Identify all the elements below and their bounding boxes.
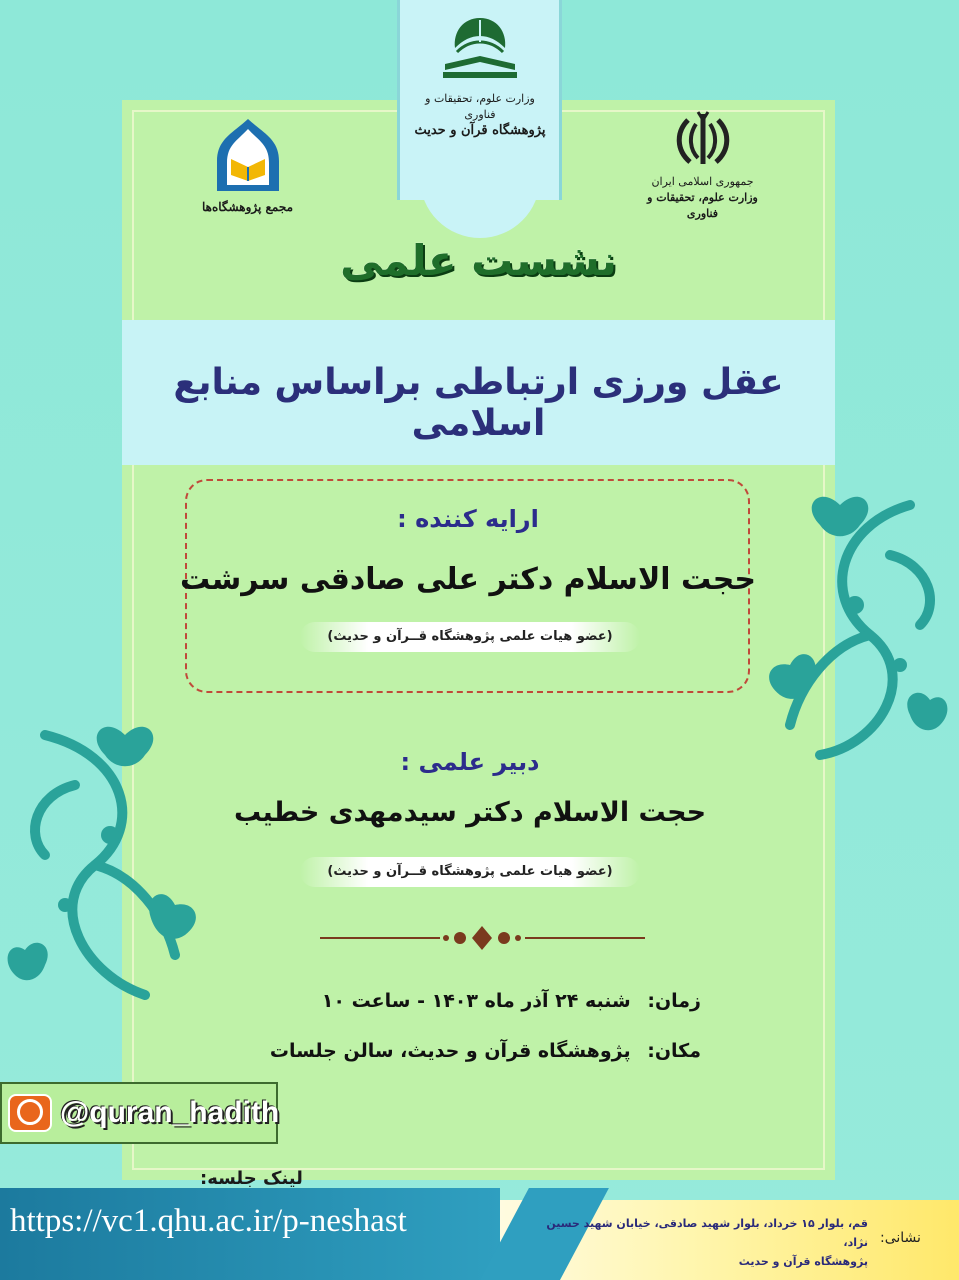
secretary-affiliation: (عضو هیات علمی پژوهشگاه قــرآن و حدیث) (300, 857, 640, 887)
left-logo (190, 115, 305, 215)
time-value: شنبه ۲۴ آذر ماه ۱۴۰۳ - ساعت ۱۰ (321, 990, 631, 1012)
address-text (528, 1214, 868, 1271)
place-label: مکان: (647, 1040, 701, 1062)
time-row (322, 990, 701, 1012)
social-handle-box[interactable] (0, 1082, 278, 1144)
time-label: زمان: (647, 990, 701, 1012)
right-logo-line2: وزارت علوم، تحقیقات و فناوری (647, 191, 758, 220)
social-handle-text: @quran_hadith (60, 1096, 280, 1129)
presenter-name: حجت الاسلام دکتر علی صادقی سرشت (179, 562, 757, 597)
event-heading: نشست علمی (340, 236, 617, 285)
secretary-name: حجت الاسلام دکتر سیدمهدی خطیب (233, 797, 707, 828)
address-label: نشانی: (880, 1230, 921, 1246)
right-logo (640, 110, 765, 222)
session-title: عقل ورزی ارتباطی براساس منابع اسلامی (173, 362, 784, 444)
left-arabesque-ornament (5, 715, 205, 1035)
left-logo-line1: مجمع پژوهشگاه‌ها (201, 200, 294, 214)
secretary-label: دبیر علمی : (400, 748, 540, 776)
right-logo-line1: جمهوری اسلامی ایران (651, 175, 754, 188)
address-line2: پژوهشگاه قرآن و حدیث (738, 1255, 868, 1268)
session-link-label: لینک جلسه: (200, 1168, 303, 1189)
place-value: پژوهشگاه قرآن و حدیث، سالن جلسات (269, 1040, 631, 1062)
place-row (270, 1040, 701, 1062)
presenter-label: ارایه کننده : (397, 505, 539, 533)
quran-hadith-logo-icon (435, 12, 525, 87)
center-logo (410, 12, 550, 139)
research-complex-logo-icon (203, 115, 293, 195)
center-logo-line1: وزارت علوم، تحقیقات و فناوری (425, 92, 535, 121)
ornamental-divider (320, 923, 645, 953)
session-link-url[interactable]: https://vc1.qhu.ac.ir/p-neshast (10, 1203, 407, 1239)
center-logo-line2: پژوهشگاه قرآن و حدیث (414, 123, 546, 138)
iran-emblem-icon (668, 110, 738, 170)
presenter-affiliation: (عضو هیات علمی پژوهشگاه قــرآن و حدیث) (300, 622, 640, 652)
address-line1: قم، بلوار ۱۵ خرداد، بلوار شهید صادقی، خیابان شهید حسین نژاد، (546, 1217, 868, 1249)
right-arabesque-ornament (760, 485, 950, 785)
eitaa-icon (8, 1094, 52, 1132)
